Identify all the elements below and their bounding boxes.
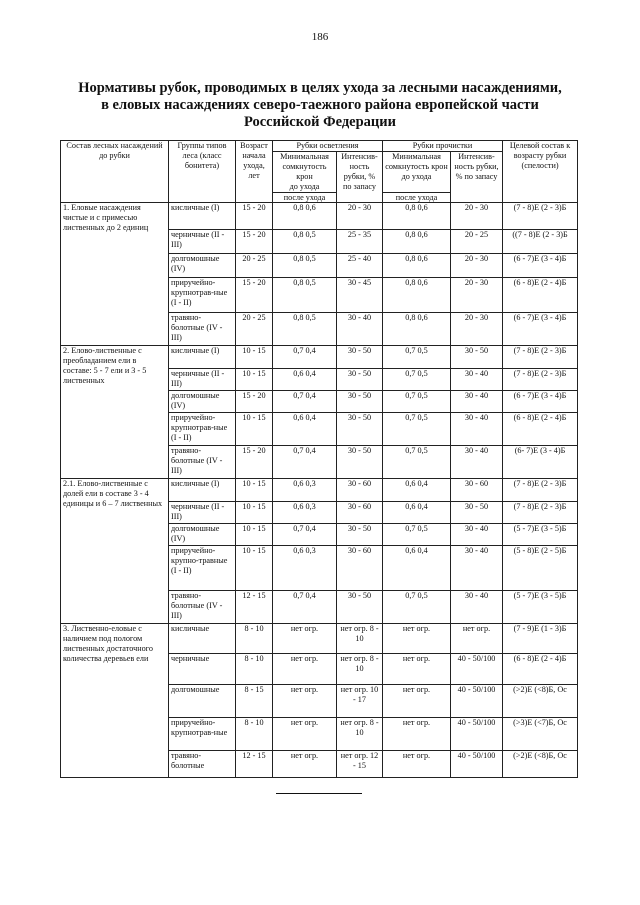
cell-pro-int: 40 - 50/100 xyxy=(451,751,503,778)
cell-age: 15 - 20 xyxy=(236,203,273,230)
cell-type: травяно-болотные (IV - III) xyxy=(169,591,236,624)
header-intensity-thinning: Интенсив-ность рубки, % по запасу xyxy=(451,151,503,203)
cell-type: приручейно-крупнотрав-ные xyxy=(169,718,236,751)
cell-target: (6 - 8)Е (2 - 4)Б xyxy=(503,654,578,685)
cell-target: (6 - 7)Е (3 - 4)Б xyxy=(503,391,578,413)
cell-pro-int: 30 - 40 xyxy=(451,391,503,413)
cell-osv-min: 0,6 0,3 xyxy=(273,479,337,502)
footer-rule xyxy=(276,793,362,794)
cell-pro-min: нет огр. xyxy=(383,718,451,751)
cell-pro-int: 20 - 30 xyxy=(451,313,503,346)
cell-osv-int: 20 - 30 xyxy=(337,203,383,230)
cell-target: (6 - 8)Е (2 - 4)Б xyxy=(503,413,578,446)
cell-age: 10 - 15 xyxy=(236,479,273,502)
header-intensity-clearing: Интенсив-ность рубки, % по запасу xyxy=(337,151,383,203)
cell-type: черничные (II - III) xyxy=(169,230,236,254)
cell-osv-min: 0,6 0,4 xyxy=(273,369,337,391)
cell-osv-min: 0,7 0,4 xyxy=(273,591,337,624)
cell-pro-int: нет огр. xyxy=(451,624,503,654)
cell-type: приручейно-крупно-травные (I - II) xyxy=(169,546,236,591)
cell-osv-int: 30 - 60 xyxy=(337,502,383,524)
document-title xyxy=(40,80,600,131)
cell-osv-min: нет огр. xyxy=(273,654,337,685)
norms-table xyxy=(60,140,578,778)
header-thinning: Рубки прочистки xyxy=(383,141,503,152)
cell-target: (7 - 8)Е (2 - 3)Б xyxy=(503,369,578,391)
cell-osv-int: 30 - 40 xyxy=(337,313,383,346)
cell-osv-min: нет огр. xyxy=(273,751,337,778)
cell-pro-min: 0,7 0,5 xyxy=(383,391,451,413)
cell-composition: 1. Еловые насаждения чистые и с примесью лиственных до 2 единиц xyxy=(61,203,169,346)
cell-pro-int: 30 - 40 xyxy=(451,524,503,546)
cell-type: приручейно-крупнотрав-ные (I - II) xyxy=(169,278,236,313)
cell-pro-int: 30 - 50 xyxy=(451,502,503,524)
cell-osv-int: нет огр. 8 - 10 xyxy=(337,654,383,685)
cell-pro-int: 30 - 40 xyxy=(451,413,503,446)
cell-pro-int: 30 - 40 xyxy=(451,546,503,591)
cell-pro-int: 20 - 30 xyxy=(451,254,503,278)
cell-osv-min: 0,6 0,4 xyxy=(273,413,337,446)
cell-type: долгомошные xyxy=(169,685,236,718)
cell-age: 10 - 15 xyxy=(236,369,273,391)
cell-type: черничные (II - III) xyxy=(169,369,236,391)
cell-age: 8 - 10 xyxy=(236,654,273,685)
page-number: 186 xyxy=(311,31,329,43)
cell-age: 20 - 25 xyxy=(236,254,273,278)
cell-type: кисличные (I) xyxy=(169,479,236,502)
cell-age: 8 - 10 xyxy=(236,624,273,654)
cell-osv-min: 0,8 0,5 xyxy=(273,313,337,346)
cell-pro-min: 0,8 0,6 xyxy=(383,230,451,254)
cell-target: (5 - 8)Е (2 - 5)Б xyxy=(503,546,578,591)
cell-target: (7 - 9)Е (1 - 3)Б xyxy=(503,624,578,654)
cell-pro-min: 0,8 0,6 xyxy=(383,313,451,346)
cell-type: долгомошные (IV) xyxy=(169,254,236,278)
cell-pro-int: 40 - 50/100 xyxy=(451,685,503,718)
cell-osv-min: 0,8 0,5 xyxy=(273,278,337,313)
cell-osv-int: 30 - 60 xyxy=(337,546,383,591)
cell-pro-min: 0,8 0,6 xyxy=(383,203,451,230)
cell-pro-min: нет огр. xyxy=(383,654,451,685)
cell-age: 10 - 15 xyxy=(236,502,273,524)
cell-age: 10 - 15 xyxy=(236,546,273,591)
header-groups: Группы типов леса (класс бонитета) xyxy=(169,141,236,203)
title-line-2: в еловых насаждениях северо-таежного района европейской части xyxy=(101,97,539,113)
cell-osv-int: 30 - 50 xyxy=(337,391,383,413)
cell-type: долгомошные (IV) xyxy=(169,524,236,546)
cell-pro-min: 0,7 0,5 xyxy=(383,446,451,479)
cell-pro-min: нет огр. xyxy=(383,751,451,778)
cell-osv-min: 0,6 0,3 xyxy=(273,502,337,524)
cell-target: (6 - 8)Е (2 - 4)Б xyxy=(503,278,578,313)
cell-pro-min: 0,6 0,4 xyxy=(383,479,451,502)
cell-target: (7 - 8)Е (2 - 3)Б xyxy=(503,479,578,502)
cell-pro-min: 0,6 0,4 xyxy=(383,502,451,524)
cell-pro-int: 30 - 50 xyxy=(451,346,503,369)
header-after-clearing: после ухода xyxy=(273,192,337,203)
cell-pro-int: 30 - 60 xyxy=(451,479,503,502)
cell-composition: 3. Лиственно-еловые с наличием под пологом лиственных достаточного количества деревьев ели xyxy=(61,624,169,778)
cell-age: 20 - 25 xyxy=(236,313,273,346)
cell-composition: 2. Елово-лиственные с преобладанием ели в составе: 5 - 7 ели и 3 - 5 лиственных xyxy=(61,346,169,479)
cell-composition: 2.1. Елово-лиственные с долей ели в составе 3 - 4 единицы и 6 – 7 лиственных xyxy=(61,479,169,624)
cell-osv-int: нет огр. 8 - 10 xyxy=(337,718,383,751)
cell-osv-min: 0,8 0,6 xyxy=(273,203,337,230)
cell-osv-min: 0,7 0,4 xyxy=(273,346,337,369)
cell-pro-int: 20 - 30 xyxy=(451,278,503,313)
header-min-density-thinning: Минимальная сомкнутость крон до ухода xyxy=(383,151,451,192)
cell-type: травяно-болотные (IV - III) xyxy=(169,446,236,479)
table-row xyxy=(61,624,578,654)
cell-target: (7 - 8)Е (2 - 3)Б xyxy=(503,346,578,369)
cell-osv-min: нет огр. xyxy=(273,718,337,751)
cell-osv-int: 30 - 60 xyxy=(337,479,383,502)
cell-osv-min: 0,6 0,3 xyxy=(273,546,337,591)
cell-osv-int: 30 - 45 xyxy=(337,278,383,313)
cell-target: (6 - 7)Е (3 - 4)Б xyxy=(503,254,578,278)
cell-age: 10 - 15 xyxy=(236,413,273,446)
title-line-1: Нормативы рубок, проводимых в целях ухода за лесными насаждениями, xyxy=(78,80,562,96)
cell-osv-min: 0,8 0,5 xyxy=(273,230,337,254)
cell-osv-min: нет огр. xyxy=(273,624,337,654)
cell-target: (>2)Е (<8)Б, Ос xyxy=(503,685,578,718)
cell-age: 10 - 15 xyxy=(236,346,273,369)
cell-age: 15 - 20 xyxy=(236,391,273,413)
cell-target: (5 - 7)Е (3 - 5)Б xyxy=(503,524,578,546)
cell-pro-min: 0,7 0,5 xyxy=(383,346,451,369)
cell-type: кисличные xyxy=(169,624,236,654)
cell-type: травяно-болотные (IV - III) xyxy=(169,313,236,346)
cell-pro-min: 0,8 0,6 xyxy=(383,254,451,278)
header-clearing: Рубки осветления xyxy=(273,141,383,152)
cell-type: кисличные (I) xyxy=(169,346,236,369)
cell-osv-int: 30 - 50 xyxy=(337,413,383,446)
cell-osv-int: 25 - 40 xyxy=(337,254,383,278)
cell-target: (6 - 7)Е (3 - 4)Б xyxy=(503,313,578,346)
cell-target: (7 - 8)Е (2 - 3)Б xyxy=(503,203,578,230)
cell-pro-int: 20 - 30 xyxy=(451,203,503,230)
cell-type: черничные (II - III) xyxy=(169,502,236,524)
cell-type: приручейно-крупнотрав-ные (I - II) xyxy=(169,413,236,446)
cell-osv-int: 30 - 50 xyxy=(337,591,383,624)
cell-type: кисличные (I) xyxy=(169,203,236,230)
cell-pro-int: 30 - 40 xyxy=(451,446,503,479)
cell-osv-min: 0,8 0,5 xyxy=(273,254,337,278)
cell-osv-int: нет огр. 10 - 17 xyxy=(337,685,383,718)
cell-osv-int: 30 - 50 xyxy=(337,524,383,546)
header-age: Возраст начала ухода, лет xyxy=(236,141,273,203)
cell-osv-min: 0,7 0,4 xyxy=(273,524,337,546)
cell-osv-min: 0,7 0,4 xyxy=(273,391,337,413)
cell-age: 12 - 15 xyxy=(236,751,273,778)
cell-osv-int: 30 - 50 xyxy=(337,446,383,479)
cell-pro-min: 0,7 0,5 xyxy=(383,369,451,391)
cell-pro-int: 30 - 40 xyxy=(451,591,503,624)
header-after-thinning: после ухода xyxy=(383,192,451,203)
cell-osv-int: нет огр. 8 - 10 xyxy=(337,624,383,654)
cell-target: (>2)Е (<8)Б, Ос xyxy=(503,751,578,778)
table-row xyxy=(61,203,578,230)
cell-target: ((7 - 8)Е (2 - 3)Б xyxy=(503,230,578,254)
cell-target: (>3)Е (<7)Б, Ос xyxy=(503,718,578,751)
cell-type: травяно-болотные xyxy=(169,751,236,778)
cell-age: 15 - 20 xyxy=(236,278,273,313)
cell-age: 8 - 10 xyxy=(236,718,273,751)
cell-pro-min: 0,8 0,6 xyxy=(383,278,451,313)
cell-pro-int: 40 - 50/100 xyxy=(451,654,503,685)
header-min-density-clearing: Минимальная сомкнутость крон до ухода xyxy=(273,151,337,192)
cell-pro-min: 0,6 0,4 xyxy=(383,546,451,591)
cell-target: (7 - 8)Е (2 - 3)Б xyxy=(503,502,578,524)
cell-osv-int: 30 - 50 xyxy=(337,369,383,391)
table-body xyxy=(61,203,578,778)
table-row xyxy=(61,346,578,369)
cell-age: 15 - 20 xyxy=(236,446,273,479)
cell-age: 12 - 15 xyxy=(236,591,273,624)
cell-pro-int: 40 - 50/100 xyxy=(451,718,503,751)
title-line-3: Российской Федерации xyxy=(243,114,396,130)
cell-osv-int: 30 - 50 xyxy=(337,346,383,369)
cell-target: (6- 7)Е (3 - 4)Б xyxy=(503,446,578,479)
cell-pro-min: 0,7 0,5 xyxy=(383,591,451,624)
cell-pro-min: 0,7 0,5 xyxy=(383,524,451,546)
cell-osv-int: нет огр. 12 - 15 xyxy=(337,751,383,778)
cell-osv-min: 0,7 0,4 xyxy=(273,446,337,479)
cell-pro-int: 20 - 25 xyxy=(451,230,503,254)
table-row xyxy=(61,479,578,502)
header-target: Целевой состав к возрасту рубки (спелости) xyxy=(503,141,578,203)
cell-age: 8 - 15 xyxy=(236,685,273,718)
cell-age: 15 - 20 xyxy=(236,230,273,254)
header-composition: Состав лесных насаждений до рубки xyxy=(61,141,169,203)
cell-pro-int: 30 - 40 xyxy=(451,369,503,391)
cell-pro-min: нет огр. xyxy=(383,685,451,718)
cell-type: черничные xyxy=(169,654,236,685)
cell-type: долгомошные (IV) xyxy=(169,391,236,413)
cell-osv-int: 25 - 35 xyxy=(337,230,383,254)
cell-target: (5 - 7)Е (3 - 5)Б xyxy=(503,591,578,624)
cell-pro-min: нет огр. xyxy=(383,624,451,654)
cell-pro-min: 0,7 0,5 xyxy=(383,413,451,446)
cell-osv-min: нет огр. xyxy=(273,685,337,718)
cell-age: 10 - 15 xyxy=(236,524,273,546)
